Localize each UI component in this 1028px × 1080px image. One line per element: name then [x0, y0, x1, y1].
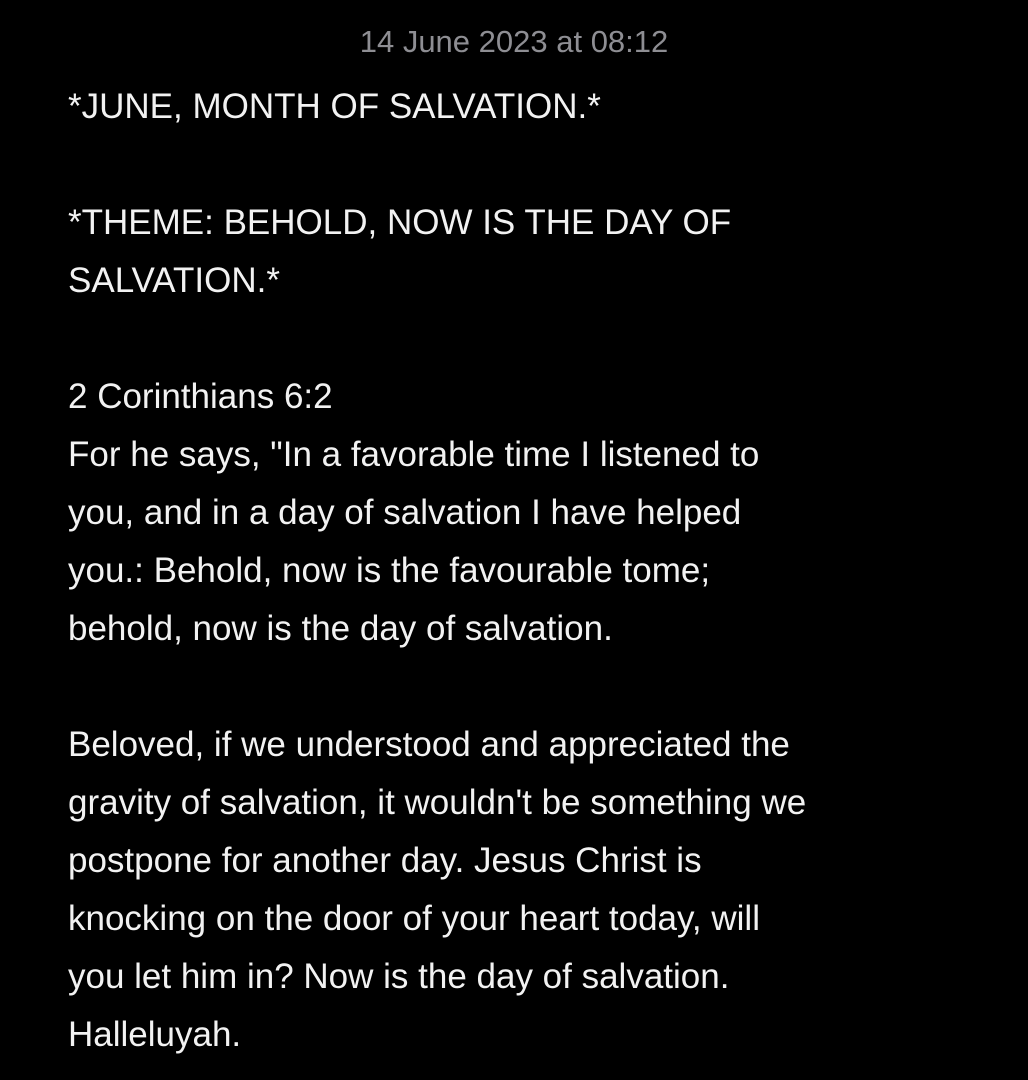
note-line: gravity of salvation, it wouldn't be something we — [68, 783, 807, 822]
note-line: *THEME: BEHOLD, NOW IS THE DAY OF — [68, 203, 732, 242]
note-line: postpone for another day. Jesus Christ is — [68, 841, 702, 880]
note-line: SALVATION.* — [68, 261, 280, 300]
note-line: you.: Behold, now is the favourable tome; — [68, 551, 711, 590]
note-line: you let him in? Now is the day of salvation. — [68, 957, 730, 996]
note-line: knocking on the door of your heart today, will — [68, 899, 760, 938]
note-line: *JUNE, MONTH OF SALVATION.* — [68, 87, 601, 126]
note-line: Beloved, if we understood and appreciated the — [68, 725, 790, 764]
note-body[interactable] — [68, 78, 988, 1064]
note-line-blank — [68, 658, 988, 716]
note-timestamp: 14 June 2023 at 08:12 — [359, 24, 669, 59]
note-line: you, and in a day of salvation I have helped — [68, 493, 742, 532]
note-line: Halleluyah. — [68, 1015, 242, 1054]
note-line-blank — [68, 136, 988, 194]
note-line: 2 Corinthians 6:2 — [68, 377, 333, 416]
note-line-blank — [68, 310, 988, 368]
note-line: For he says, "In a favorable time I listened to — [68, 435, 760, 474]
note-line: behold, now is the day of salvation. — [68, 609, 613, 648]
